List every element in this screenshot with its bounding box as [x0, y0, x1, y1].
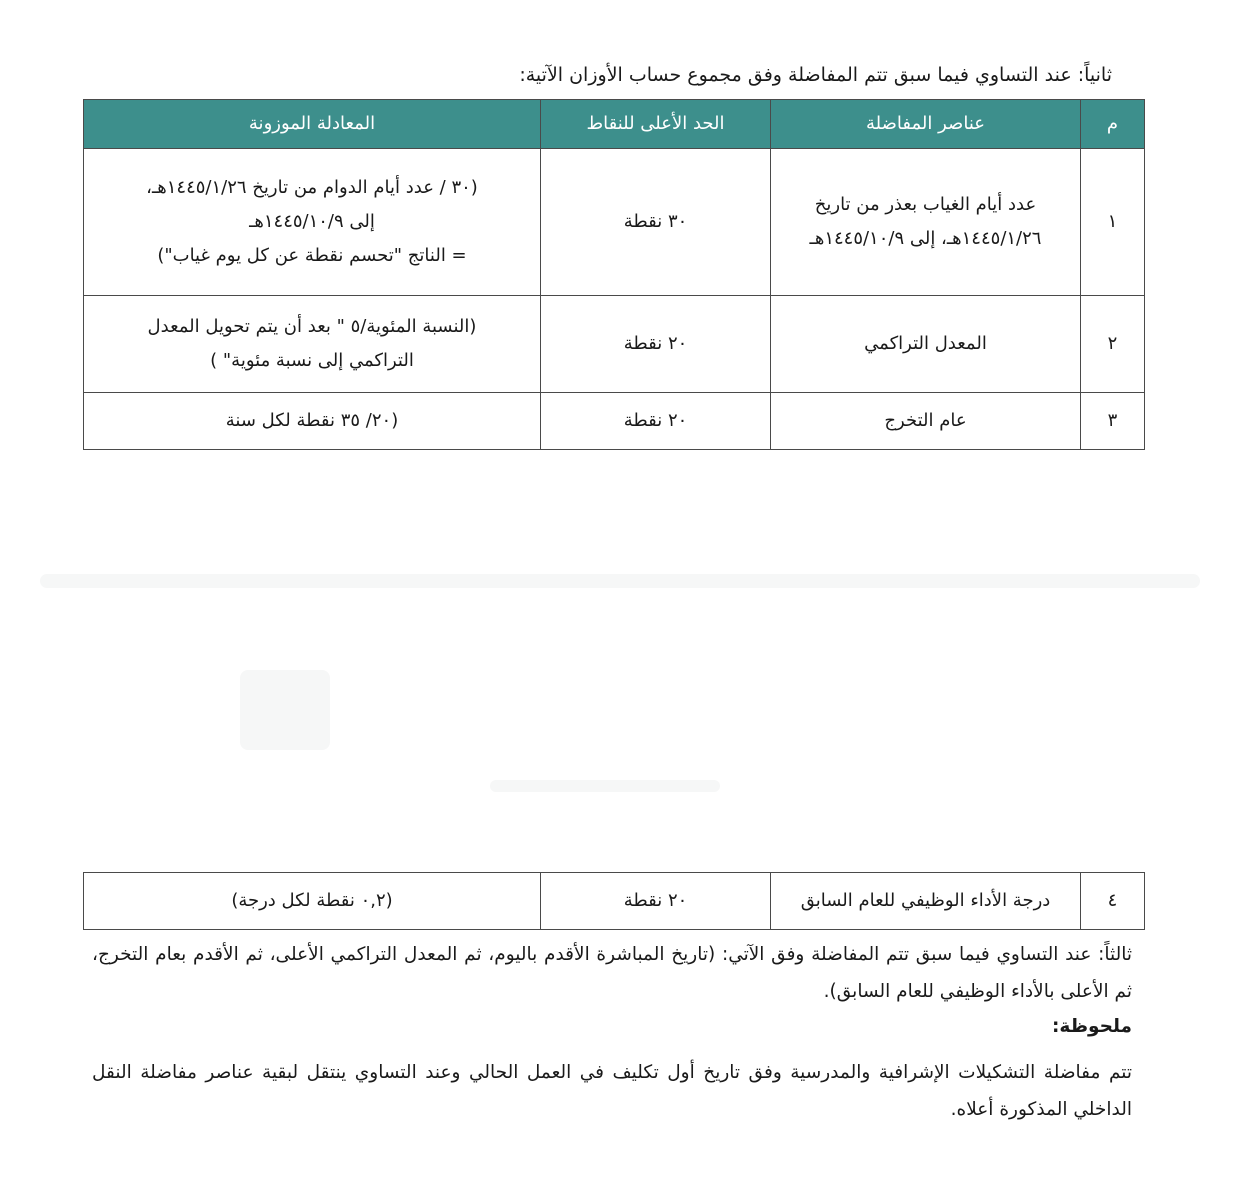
- row-equation: [84, 296, 541, 393]
- third-criteria-paragraph: ثالثاً: عند التساوي فيما سبق تتم المفاضلة وفق الآتي: (تاريخ المباشرة الأقدم باليوم، ثم المعدل التراكمي الأعلى، ثم الأقدم بعام التخرج، ثم الأعلى بالأداء الوظيفي للعام السابق).: [92, 944, 1132, 1002]
- row-element-line: عدد أيام الغياب بعذر من تاريخ: [814, 193, 1037, 215]
- row-num: ٢: [1081, 296, 1145, 393]
- row-num: ٣: [1081, 393, 1145, 450]
- note-paragraph: تتم مفاضلة التشكيلات الإشرافية والمدرسية وفق تاريخ أول تكليف في العمل الحالي وعند التساوي ينتقل لبقية عناصر مفاضلة النقل الداخلي المذكورة أعلاه.: [92, 1062, 1132, 1120]
- weights-table: [83, 99, 1145, 450]
- row-equation-line: (٠,٢ نقطة لكل درجة): [231, 889, 393, 911]
- table-row: [84, 873, 1145, 930]
- row-element: [771, 296, 1081, 393]
- row-max: ٢٠ نقطة: [541, 873, 771, 930]
- row-max: ٢٠ نقطة: [541, 393, 771, 450]
- row-equation: [84, 873, 541, 930]
- row-element-line: درجة الأداء الوظيفي للعام السابق: [800, 889, 1051, 911]
- row-element: [771, 873, 1081, 930]
- table-row: [84, 393, 1145, 450]
- scan-smudge: [40, 574, 1200, 588]
- row-equation-line: إلى ١٤٤٥/١٠/٩هـ: [249, 210, 375, 232]
- row-max: ٢٠ نقطة: [541, 296, 771, 393]
- header-equation: المعادلة الموزونة: [84, 100, 541, 149]
- table-row: [84, 296, 1145, 393]
- row-equation: [84, 393, 541, 450]
- row-num: ٤: [1081, 873, 1145, 930]
- row-equation: [84, 149, 541, 296]
- note-title: ملحوظة:: [1052, 1016, 1132, 1037]
- header-max: الحد الأعلى للنقاط: [541, 100, 771, 149]
- header-element: عناصر المفاضلة: [771, 100, 1081, 149]
- row-equation-line: (النسبة المئوية/٥ " بعد أن يتم تحويل المعدل: [147, 315, 477, 337]
- row-equation-line: (٢٠/ ٣٥ نقطة لكل سنة: [225, 409, 399, 431]
- scan-smudge: [490, 780, 720, 792]
- row-element: [771, 149, 1081, 296]
- scan-smudge: [240, 670, 330, 750]
- row-element-line: عام التخرج: [884, 409, 967, 431]
- table-header-row: [84, 100, 1145, 149]
- row-element-line: ١٤٤٥/١/٢٦هـ، إلى ١٤٤٥/١٠/٩هـ: [809, 228, 1042, 249]
- row-element: [771, 393, 1081, 450]
- section-heading: ثانياً: عند التساوي فيما سبق تتم المفاضلة وفق مجموع حساب الأوزان الآتية:: [519, 64, 1112, 86]
- weights-table-continued: [83, 872, 1145, 930]
- row-element-line: المعدل التراكمي: [864, 332, 987, 354]
- row-max: ٣٠ نقطة: [541, 149, 771, 296]
- row-num: ١: [1081, 149, 1145, 296]
- row-equation-line: (٣٠ / عدد أيام الدوام من تاريخ ١٤٤٥/١/٢٦هـ،: [146, 176, 478, 198]
- table-row: [84, 149, 1145, 296]
- header-num: م: [1081, 100, 1145, 149]
- blank-scan-area: [40, 470, 1210, 860]
- row-equation-line: التراكمي إلى نسبة مئوية" ): [210, 350, 414, 371]
- row-equation-line: = الناتج "تحسم نقطة عن كل يوم غياب"): [157, 245, 467, 267]
